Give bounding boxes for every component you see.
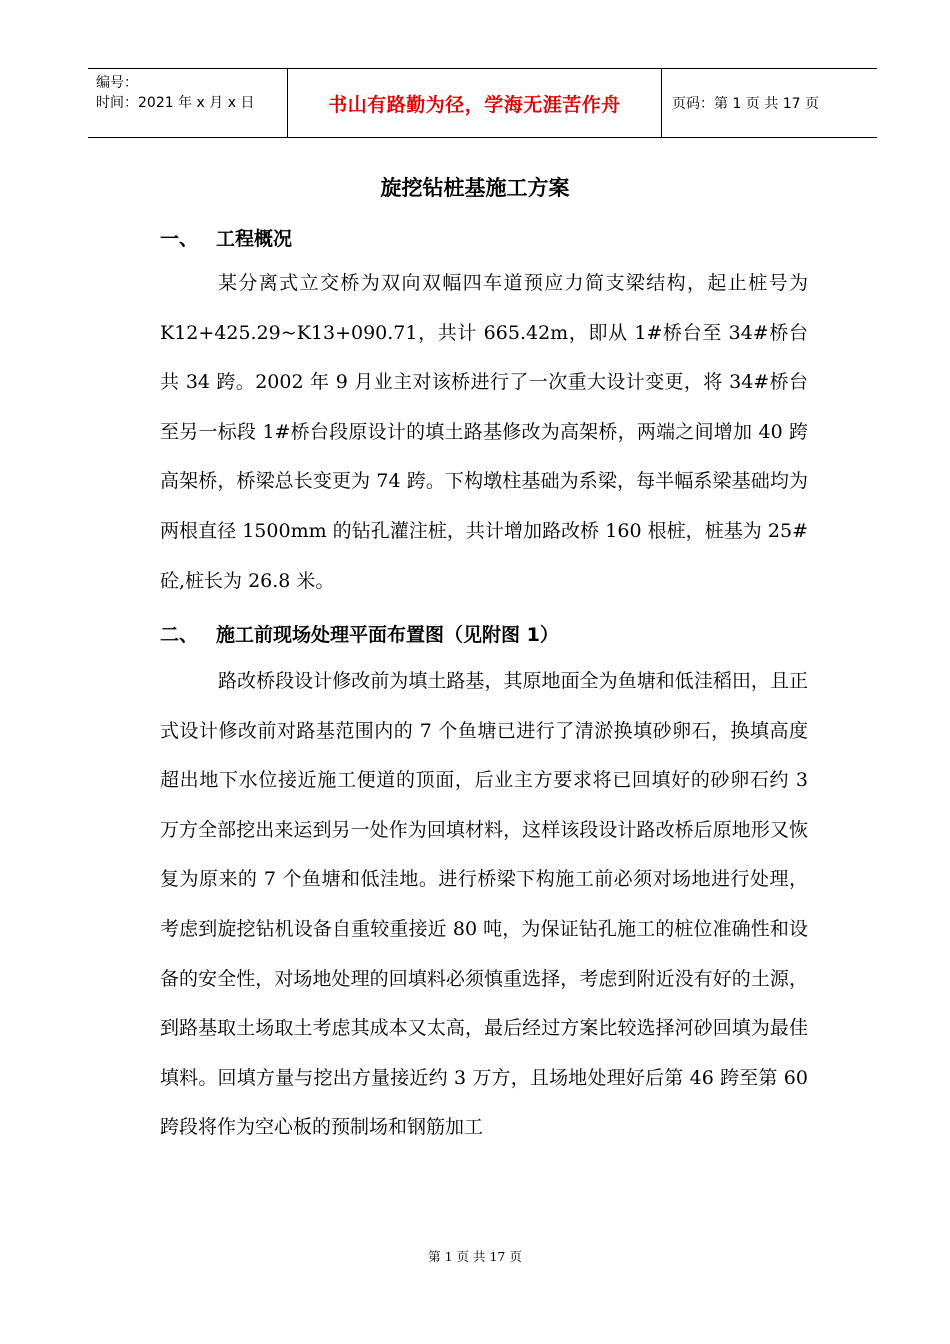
header-page-cell	[662, 69, 877, 137]
section-heading-1	[160, 224, 292, 251]
header-page-info: 页码：第 1 页 共 17 页	[672, 96, 819, 112]
section-number: 二、	[160, 624, 199, 646]
page-header	[88, 68, 877, 138]
section-paragraph-1: 某分离式立交桥为双向双幅四车道预应力简支梁结构，起止桩号为 K12+425.29~K13+090.71，共计 665.42m，即从 1#桥台至 34#桥台共 34 跨。2002 年 9 月业主对该桥进行了一次重大设计变更，将 34#桥台至另一标段 1#桥台段原设计的填土路基修改为高架桥，两端之间增加 40 跨高架桥，桥梁总长变更为 74 跨。下构墩柱基础为系梁，每半幅系梁基础均为两根直径 1500mm 的钻孔灌注桩，共计增加路改桥 160 根桩，桩基为 25#砼,桩长为 26.8 米。	[160, 272, 808, 592]
section-paragraph-2: 路改桥段设计修改前为填土路基，其原地面全为鱼塘和低洼稻田，且正式设计修改前对路基范围内的 7 个鱼塘已进行了清淤换填砂卵石，换填高度超出地下水位接近施工便道的顶面，后业主方要求将已回填好的砂卵石约 3 万方全部挖出来运到另一处作为回填材料，这样该段设计路改桥后原地形又恢复为原来的 7 个鱼塘和低洼地。进行桥梁下构施工前必须对场地进行处理，考虑到旋挖钻机设备自重较重接近 80 吨，为保证钻孔施工的桩位准确性和设备的安全性，对场地处理的回填料必须慎重选择，考虑到附近没有好的土源，到路基取土场取土考虑其成本又太高，最后经过方案比较选择河砂回填为最佳填料。回填方量与挖出方量接近约 3 万方，且场地处理好后第 46 跨至第 60 跨段将作为空心板的预制场和钢筋加工	[160, 670, 808, 1139]
section-title: 工程概况	[216, 228, 293, 250]
section-title: 施工前现场处理平面布置图（见附图 1）	[216, 624, 559, 646]
document-title: 旋挖钻桩基施工方案	[380, 176, 570, 200]
section-number: 一、	[160, 228, 199, 250]
document-number-label: 编号：	[96, 75, 138, 91]
header-motto-cell	[288, 69, 662, 137]
header-meta-cell	[88, 69, 288, 137]
document-date: 时间：2021 年 x 月 x 日	[96, 95, 255, 111]
page-footer: 第 1 页 共 17 页	[428, 1249, 522, 1264]
header-motto: 书山有路勤为径，学海无涯苦作舟	[328, 93, 621, 116]
section-heading-2	[160, 620, 559, 647]
